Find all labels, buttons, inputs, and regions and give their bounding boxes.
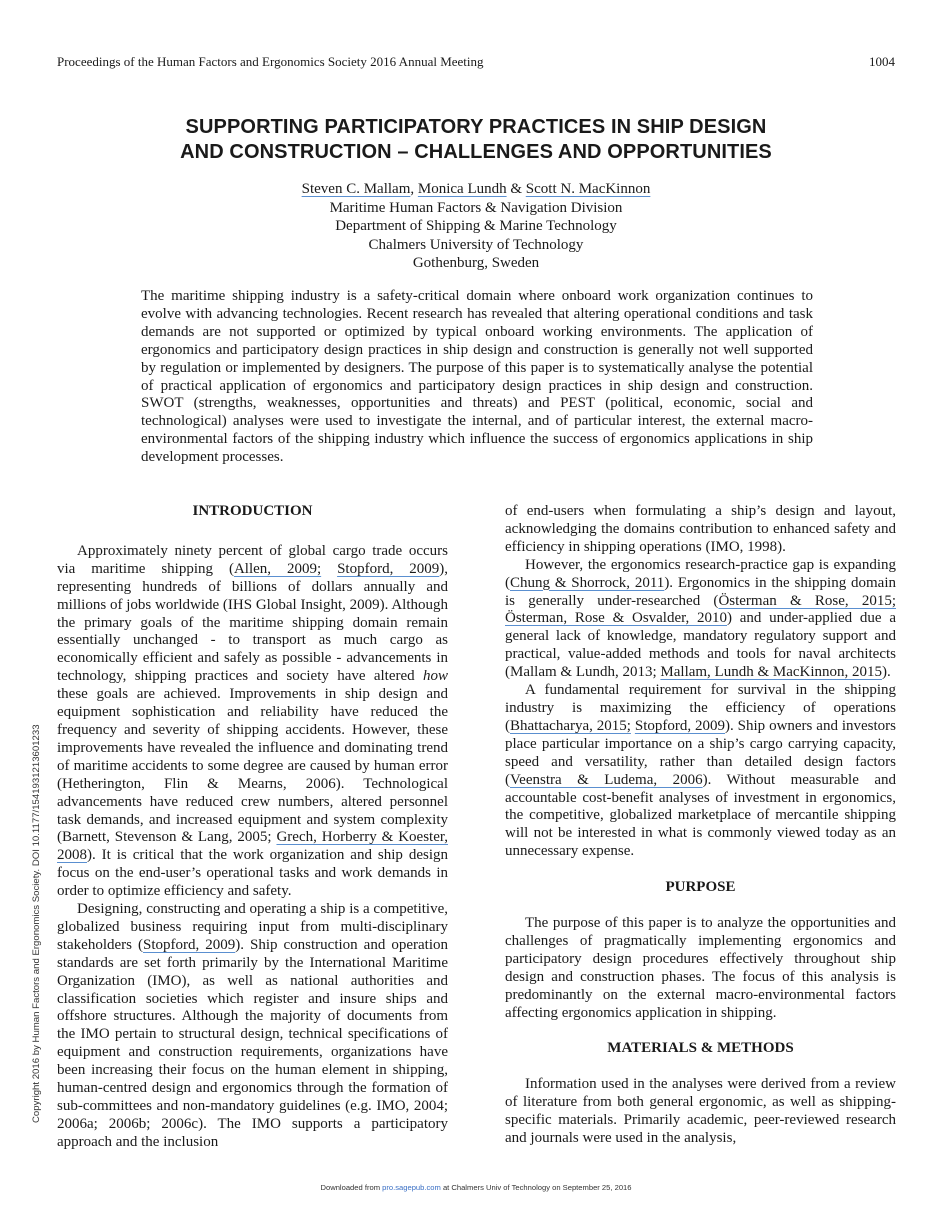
author-separator: & (506, 181, 526, 197)
citation-link[interactable]: Bhattacharya, 2015; (510, 717, 631, 734)
text-run: ). Ship owners and investors place particular importance on a ship’s cargo carrying capacity, speed and versatility, rather than detailed design factors ( (505, 717, 897, 788)
author-list (0, 180, 952, 199)
affiliation-division: Maritime Human Factors & Navigation Division (329, 199, 623, 216)
title-line-1: SUPPORTING PARTICIPATORY PRACTICES IN SHIP DESIGN (185, 116, 767, 138)
intro-paragraph-4 (505, 682, 896, 861)
citation-link[interactable]: Grech, Horberry & Koester, 2008 (57, 829, 448, 864)
author-link-mallam[interactable]: Steven C. Mallam (301, 181, 411, 197)
citation-link[interactable]: Allen, 2009; (233, 560, 322, 577)
copyright-sidebar: Copyright 2016 by Human Factors and Ergonomics Society. DOI 10.1177/1541931213601233 (31, 724, 42, 1123)
footer-text: Downloaded from (320, 1183, 383, 1192)
text-run: ), representing hundreds of billions of dollars annually and millions of jobs worldwide (IHS Global Insight, 2009). Although the primary goals of the maritime shipping domain remain essentially unchanged - to transport as much cargo as economically efficient and safely as possible - advancements in technology, shipping practices and society have altered (57, 560, 449, 685)
emphasis: how (422, 668, 448, 685)
citation-link[interactable]: Österman & Rose, 2015; (718, 592, 896, 609)
citation-link[interactable]: Österman, Rose & Osvalder, 2010 (505, 610, 728, 627)
footer-text: at Chalmers Univ of Technology on September 25, 2016 (440, 1183, 632, 1192)
section-heading-introduction: INTRODUCTION (192, 503, 313, 519)
text-run: ). Ergonomics in the shipping domain is generally under-researched ( (505, 574, 897, 609)
text-run: Approximately ninety percent of global cargo trade occurs via maritime shipping ( (57, 542, 448, 577)
page-number: 1004 (869, 54, 895, 69)
affiliation-location: Gothenburg, Sweden (412, 255, 540, 271)
right-column (505, 503, 896, 1148)
section-heading-methods: MATERIALS & METHODS (607, 1040, 794, 1057)
text-run: Designing, constructing and operating a ship is a competitive, globalized business requiring input from multi-disciplinary stakeholders ( (57, 901, 448, 953)
left-column (57, 503, 448, 1152)
citation-link[interactable]: Stopford, 2009 (634, 717, 726, 734)
intro-paragraph-1 (57, 543, 448, 901)
citation-link[interactable]: Mallam, Lundh & MacKinnon, 2015 (660, 664, 883, 681)
intro-paragraph-2 (57, 901, 448, 1152)
section-heading-purpose: PURPOSE (665, 879, 736, 896)
text-run (321, 561, 337, 577)
methods-paragraph: Information used in the analyses were derived from a review of literature from both general ergonomic, as well as shipping-specific materials. Primarily academic, peer-reviewed research and journals were used in the analysis, (505, 1076, 896, 1147)
citation-link[interactable]: Veenstra & Ludema, 2006 (510, 771, 703, 788)
title-line-2: AND CONSTRUCTION – CHALLENGES AND OPPORTUNITIES (180, 141, 772, 163)
paper-title (0, 115, 952, 165)
author-block (0, 180, 952, 273)
journal-name: Proceedings of the Human Factors and Ergonomics Society 2016 Annual Meeting (57, 54, 484, 69)
affiliation-university: Chalmers University of Technology (368, 236, 584, 253)
text-run: ). Ship construction and operation standards are set forth primarily by the International Maritime Organization (IMO), as well as national authorities and classification societies which register and insure ships and offshore structures. Although the majority of documents from the IMO pertain to structural design, technical specifications of equipment and construction requirements, organizations have been increasing their focus on the human element in shipping, human-centred design and ergonomics through the formation of sub-committees and non-mandatory guidelines (e.g. IMO, 2004; 2006a; 2006b; 2006c). The IMO supports a participatory approach and the inclusion (57, 936, 448, 1150)
text-run: ). (882, 664, 891, 681)
citation-link[interactable]: Stopford, 2009 (142, 936, 236, 953)
citation-link[interactable]: Chung & Shorrock, 2011 (510, 574, 665, 591)
abstract: The maritime shipping industry is a safety-critical domain where onboard work organization continues to evolve with advancing technologies. Recent research has revealed that altering operational conditions and task demands are not supported or optimized by typical onboard working environments. The application of ergonomics and participatory design practices in ship design and construction is generally not well supported by regulation or implemented by designers. The purpose of this paper is to systematically analyse the potential of practical application of ergonomics and participatory design practices in ship design and construction. SWOT (strengths, weaknesses, opportunities and threats) and PEST (political, economic, social and technological) analyses were used to investigate the internal, and of particular interest, the external macro-environmental factors of the shipping industry which influence the success of ergonomics applications in ship development processes. (141, 288, 813, 466)
intro-paragraph-3 (505, 557, 896, 682)
text-run: However, the ergonomics research-practice gap is expanding ( (505, 556, 896, 591)
citation-link[interactable]: Stopford, 2009 (337, 560, 440, 577)
download-footer (0, 1183, 952, 1192)
intro-continuation: of end-users when formulating a ship’s design and layout, acknowledging the domains contribution to enhanced safety and efficiency in shipping operations (IMO, 1998). (505, 503, 896, 555)
affiliation-department: Department of Shipping & Marine Technology (335, 218, 617, 234)
text-run: ). It is critical that the work organization and ship design focus on the end-user’s operational tasks and work demands in order to optimize efficiency and safety. (57, 847, 448, 900)
author-link-mackinnon[interactable]: Scott N. MacKinnon (525, 181, 651, 197)
author-link-lundh[interactable]: Monica Lundh (417, 181, 507, 197)
purpose-paragraph: The purpose of this paper is to analyze the opportunities and challenges of pragmatically implementing ergonomics and participatory design procedures effectively throughout ship design and construction phases. The focus of this analysis is predominantly on the external macro-environmental factors affecting ergonomics application in shipping. (505, 915, 896, 1021)
author-separator: , (410, 181, 418, 197)
text-run: A fundamental requirement for survival in the shipping industry is maximizing the efficiency of operations ( (505, 682, 896, 734)
text-run: ) and under-applied due a general lack of knowledge, mandatory regulatory support and practical, value-added methods and tools for naval architects (Mallam & Lundh, 2013; (505, 610, 896, 681)
text-run: ). Without measurable and accountable cost-benefit analyses of investment in ergonomics, the competitive, globalized marketplace of mercantile shipping will not be interested in what is commonly viewed today as an unnecessary expense. (505, 771, 896, 860)
text-run: these goals are achieved. Improvements in ship design and equipment sophistication and reliability have reduced the frequency and severity of shipping accidents. However, these improvements have revealed the influence and dominating trend of maritime accidents to some degree are caused by human error (Hetherington, Flin & Mearns, 2006). Technological advancements have reduced crew numbers, altered personnel task demands, and increased equipment and system complexity (Barnett, Stevenson & Lang, 2005; (57, 686, 448, 846)
publisher-link[interactable]: pro.sagepub.com (382, 1183, 441, 1192)
running-head (57, 54, 895, 70)
